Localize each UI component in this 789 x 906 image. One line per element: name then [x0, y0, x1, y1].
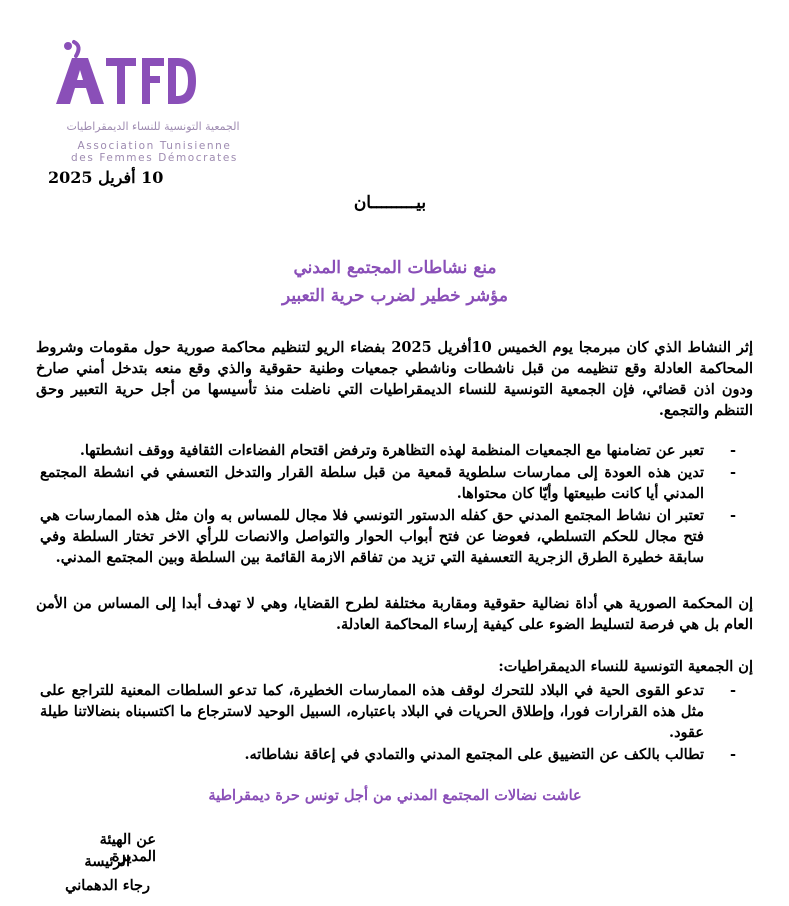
- closing-slogan: عاشت نضالات المجتمع المدني من أجل تونس حرة ديمقراطية: [208, 787, 582, 804]
- demands-lead: إن الجمعية التونسية للنساء الديمقراطيات:: [498, 658, 753, 675]
- signature-name: رجاء الدهماني: [65, 877, 150, 894]
- mock-trial-paragraph: إن المحكمة الصورية هي أداة نضالية حقوقية ومقاربة مختلفة لطرح القضايا، وهي لا تهدف أبدا إلى المساس من الأمن العام بل هي فرصة لتسليط الضوء على كيفية إرساء المحاكمة العادلة.: [36, 595, 753, 633]
- intro-paragraph: إثر النشاط الذي كان مبرمجا يوم الخميس 10أفريل 2025 بفضاء الريو لتنظيم محاكمة صورية حول مقومات وشروط المحاكمة العادلة وقع تنظيمه من قبل ناشطات وناشطي جمعيات وطنية حقوقية والذي وقع منعه بتدخل أمني صارخ ودون اذن قضائي، فإن الجمعية التونسية للنساء الديمقراطيات التي ناضلت منذ تأسيسها من أجل حرية التعبير وحق التنظم والتجمع.: [36, 339, 753, 419]
- atfd-logo-mark: [48, 36, 198, 116]
- headline-line2: مؤشر خطير لضرب حرية التعبير: [281, 286, 509, 306]
- list-item: - تطالب بالكف عن التضييق على المجتمع المدني والتمادي في إعاقة نشاطاته.: [40, 744, 736, 765]
- positions-list: [40, 440, 736, 569]
- list-item: - تعبر عن تضامنها مع الجمعيات المنظمة لهذه التظاهرة وترفض اقتحام الفضاءات الثقافية ووقف انشطتها.: [40, 440, 736, 461]
- list-item: - تعتبر ان نشاط المجتمع المدني حق كفله الدستور التونسي فلا مجال للمساس به وان مثل هذه الممارسات هي فتح مجال للحكم التسلطي، فعوضا عن فتح أبواب الحوار والتواصل والانصات للرأي الاخر تختار السلطة وفي سابقة خطيرة الطرق الزجرية التعسفية التي تزيد من تفاقم الازمة القائمة بين السلطة وبين المجتمع المدني.: [40, 505, 736, 568]
- signature-role: الرئيسة: [84, 853, 130, 870]
- list-item: - تدعو القوى الحية في البلاد للتحرك لوقف هذه الممارسات الخطيرة، كما تدعو السلطات المعنية للتراجع على مثل هذه القرارات فورا، وإطلاق الحريات في البلاد باعتباره، السبيل الوحيد لاسترجاع ما اكتسبناه بنضالاتنا طيلة عقود.: [40, 680, 736, 743]
- logo-name-french-line1: Association Tunisienne: [77, 140, 232, 152]
- signature-org: عن الهيئة المديرة: [99, 831, 156, 865]
- headline-line1: منع نشاطات المجتمع المدني: [293, 258, 497, 278]
- statement-date: 10 أفريل 2025: [48, 168, 164, 187]
- document-title: بيـــــــــان: [353, 193, 427, 213]
- list-item: - تدين هذه العودة إلى ممارسات سلطوية قمعية من قبل سلطة القرار والتدخل التعسفي في انشطة المجتمع المدني أيا كانت طبيعتها وأيّا كان محتواها.: [40, 462, 736, 504]
- logo-name-french-line2: des Femmes Démocrates: [71, 152, 238, 164]
- demands-list: [40, 680, 736, 766]
- logo-name-arabic: الجمعية التونسية للنساء الديمقراطيات: [66, 120, 240, 133]
